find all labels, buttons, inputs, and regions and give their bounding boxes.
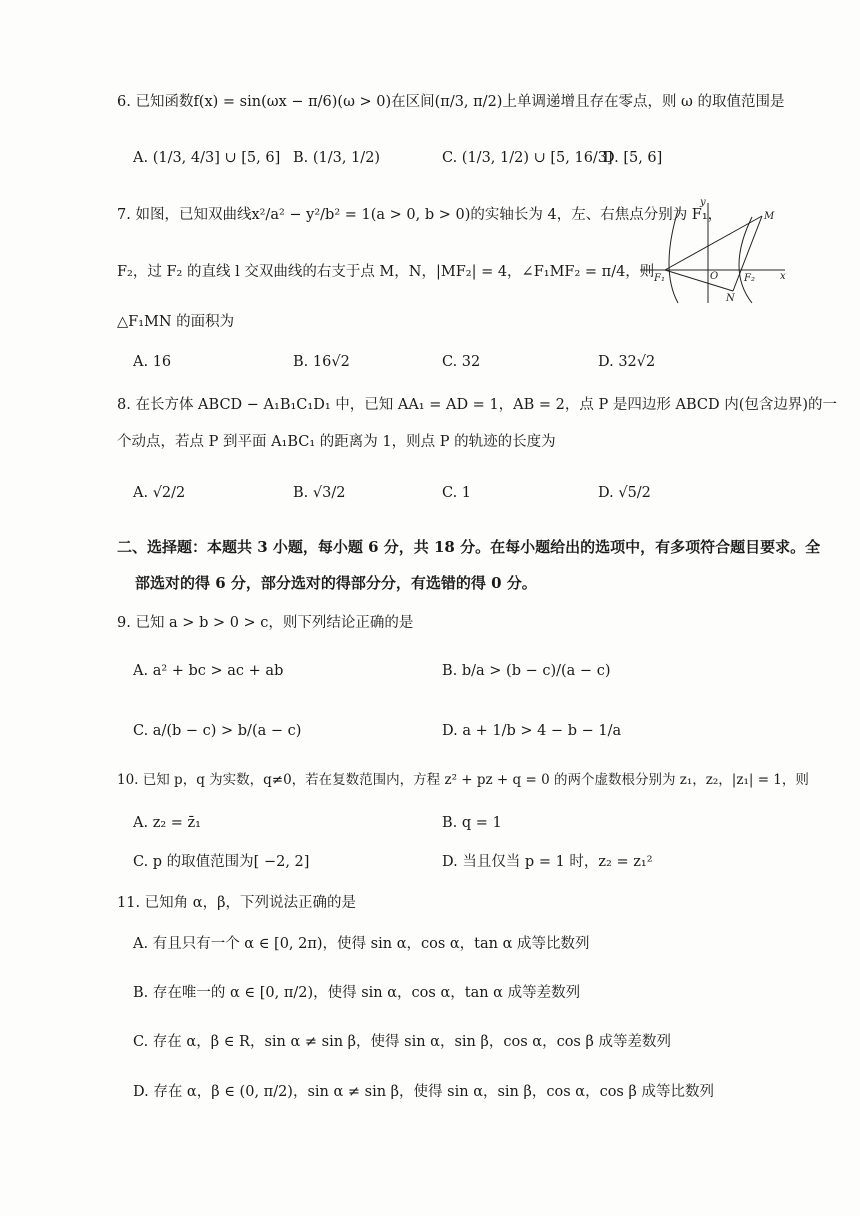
section-2-heading-line-2: 部选对的得 6 分，部分选对的得部分分，有选错的得 0 分。 <box>135 574 537 592</box>
question-6-option-a: A. (1/3, 4/3] ∪ [5, 6] <box>133 150 281 166</box>
question-9-text: 9. 已知 a > b > 0 > c，则下列结论正确的是 <box>117 615 414 631</box>
label-m: M <box>764 211 775 222</box>
question-7-line-2: F₂，过 F₂ 的直线 l 交双曲线的右支于点 M，N，|MF₂| = 4，∠F₁MF₂ = π/4，则 <box>117 264 655 280</box>
question-10-option-d: D. 当且仅当 p = 1 时，z₂ = z₁² <box>442 854 653 870</box>
question-7-line-3: △F₁MN 的面积为 <box>117 314 235 330</box>
question-10-option-a: A. z₂ = z̄₁ <box>133 815 201 831</box>
question-9-option-d: D. a + 1/b > 4 − b − 1/a <box>442 723 622 739</box>
label-n: N <box>726 293 735 304</box>
left-branch <box>669 210 678 303</box>
question-6-option-d: D. [5, 6] <box>603 150 663 166</box>
question-7-option-c: C. 32 <box>442 354 481 370</box>
question-7-option-d: D. 32√2 <box>598 354 656 370</box>
question-8-line-1: 8. 在长方体 ABCD − A₁B₁C₁D₁ 中，已知 AA₁ = AD = 1，AB = 2，点 P 是四边形 ABCD 内(包含边界)的一 <box>117 397 838 413</box>
question-11-text: 11. 已知角 α，β，下列说法正确的是 <box>117 895 356 911</box>
question-10-option-c: C. p 的取值范围为[ −2, 2] <box>133 854 310 870</box>
question-8-option-c: C. 1 <box>442 485 472 501</box>
question-8-option-d: D. √5/2 <box>598 485 651 501</box>
label-o: O <box>710 271 719 282</box>
question-7-option-a: A. 16 <box>133 354 172 370</box>
question-11-option-a: A. 有且只有一个 α ∈ [0, 2π)，使得 sin α，cos α，tan α 成等比数列 <box>133 936 590 952</box>
question-8-line-2: 个动点，若点 P 到平面 A₁BC₁ 的距离为 1，则点 P 的轨迹的长度为 <box>117 434 556 450</box>
question-9-option-b: B. b/a > (b − c)/(a − c) <box>442 663 611 679</box>
label-y: y <box>700 197 706 208</box>
question-6-option-c: C. (1/3, 1/2) ∪ [5, 16/3] <box>442 150 613 166</box>
question-8-option-a: A. √2/2 <box>133 485 186 501</box>
question-7-option-b: B. 16√2 <box>293 354 350 370</box>
question-11-option-b: B. 存在唯一的 α ∈ [0, π/2)，使得 sin α，cos α，tan α 成等差数列 <box>133 985 581 1001</box>
question-6-text: 6. 已知函数f(x) = sin(ωx − π/6)(ω > 0)在区间(π/3, π/2)上单调递增且存在零点，则 ω 的取值范围是 <box>117 94 785 110</box>
question-6-option-b: B. (1/3, 1/2) <box>293 150 381 166</box>
label-f2: F₂ <box>744 273 755 284</box>
question-7-line-1: 7. 如图，已知双曲线x²/a² − y²/b² = 1(a > 0, b > 0)的实轴长为 4，左、右焦点分别为 F₁， <box>117 207 723 223</box>
question-11-option-d: D. 存在 α，β ∈ (0, π/2)，sin α ≠ sin β，使得 sin α，sin β，cos α，cos β 成等比数列 <box>133 1084 714 1100</box>
question-10-text: 10. 已知 p，q 为实数，q≠0，若在复数范围内，方程 z² + pz + q = 0 的两个虚数根分别为 z₁，z₂，|z₁| = 1，则 <box>117 772 809 788</box>
section-2-heading-line-1: 二、选择题：本题共 3 小题，每小题 6 分，共 18 分。在每小题给出的选项中，有多项符合题目要求。全 <box>117 538 821 556</box>
question-10-option-b: B. q = 1 <box>442 815 502 831</box>
line-f1-n <box>665 270 733 291</box>
label-f1: F₁ <box>654 273 665 284</box>
question-9-option-a: A. a² + bc > ac + ab <box>133 663 284 679</box>
question-11-option-c: C. 存在 α，β ∈ R，sin α ≠ sin β，使得 sin α，sin β，cos α，cos β 成等差数列 <box>133 1034 671 1050</box>
question-8-option-b: B. √3/2 <box>293 485 346 501</box>
hyperbola-figure <box>640 195 790 305</box>
line-f1-m <box>665 216 762 270</box>
question-9-option-c: C. a/(b − c) > b/(a − c) <box>133 723 302 739</box>
label-x: x <box>780 271 786 282</box>
